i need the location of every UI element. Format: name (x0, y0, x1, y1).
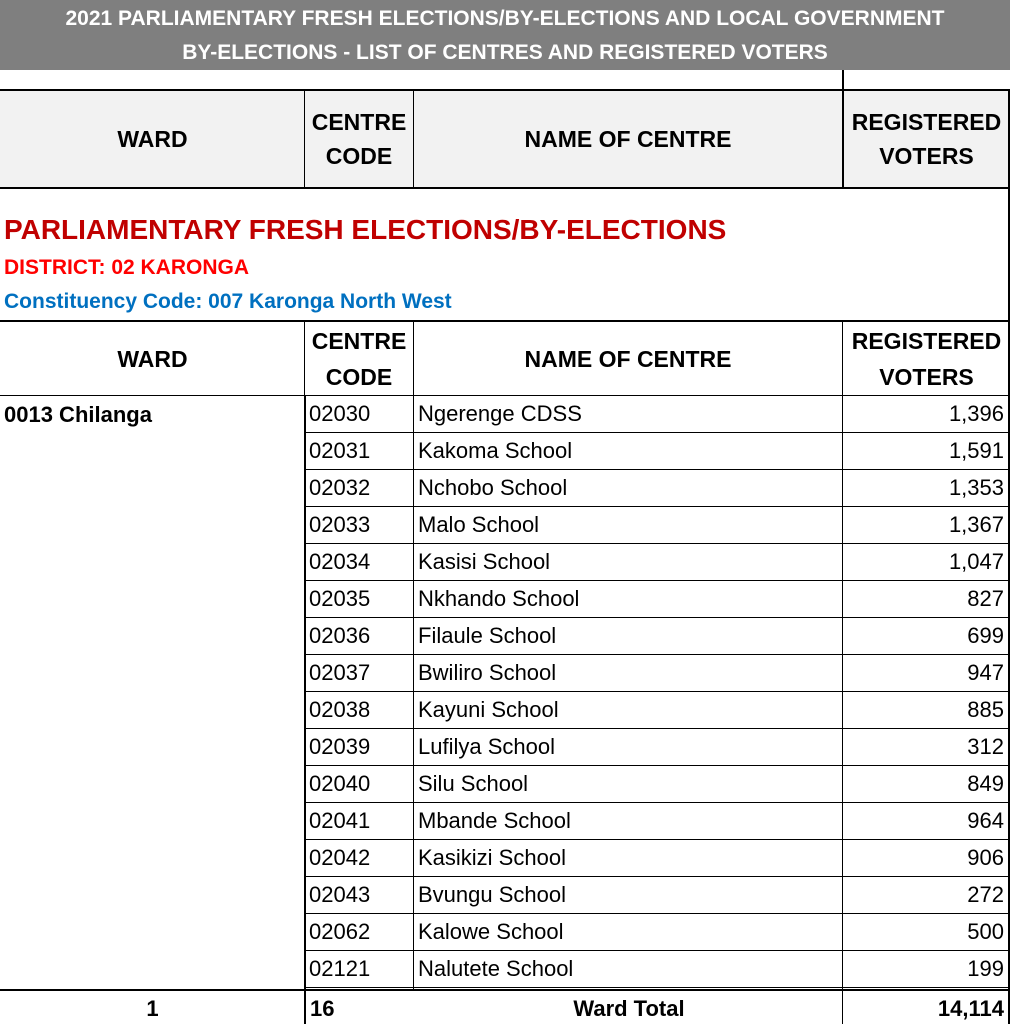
centre-voters: 500 (967, 919, 1004, 944)
centre-code: 02036 (309, 623, 371, 648)
table-row (305, 877, 1010, 914)
centre-name: Lufilya School (418, 734, 555, 759)
column-header-name (413, 322, 843, 395)
centre-code: 02062 (309, 919, 371, 944)
divider (304, 396, 306, 1024)
table-row (305, 803, 1010, 840)
centre-code: 02035 (309, 586, 371, 611)
column-header-voters-line-1: REGISTERED (851, 327, 1002, 354)
centre-code: 02041 (309, 808, 371, 833)
table-row (305, 766, 1010, 803)
centre-name: Mbande School (418, 808, 571, 833)
column-header-code-line-1: CENTRE (311, 109, 407, 135)
divider (842, 91, 844, 189)
centre-name: Bvungu School (418, 882, 566, 907)
column-header-section (0, 320, 1010, 396)
column-header-voters (843, 91, 1010, 187)
centre-name: Kasisi School (418, 549, 551, 574)
divider (842, 70, 844, 90)
centre-code: 02033 (309, 512, 371, 537)
centre-name: Kasikizi School (418, 845, 566, 870)
column-header-code-line-1: CENTRE (311, 327, 407, 354)
centre-voters: 906 (967, 845, 1004, 870)
centre-voters: 849 (967, 771, 1004, 796)
table-row (305, 914, 1010, 951)
divider (1008, 322, 1010, 396)
column-header-code-line-2: CODE (325, 363, 393, 390)
centre-voters: 885 (967, 697, 1004, 722)
column-header-ward (0, 91, 305, 187)
table-row (305, 729, 1010, 766)
centre-voters: 1,047 (948, 549, 1004, 574)
centre-code: 02121 (309, 956, 371, 981)
divider (413, 91, 414, 189)
table-row (305, 655, 1010, 692)
centre-voters: 1,591 (948, 438, 1004, 463)
centre-name: Kalowe School (418, 919, 564, 944)
centre-name: Kayuni School (418, 697, 559, 722)
report-banner (0, 0, 1010, 70)
divider (1008, 396, 1010, 1024)
column-header-ward (0, 322, 305, 395)
centre-code: 02043 (309, 882, 371, 907)
ward-total-voters: 14,114 (937, 996, 1004, 1021)
table-row (305, 507, 1010, 544)
divider (413, 396, 414, 989)
ward-total-label: Ward Total (573, 996, 685, 1021)
centre-name: Nchobo School (418, 475, 568, 500)
column-header-name-label: NAME OF CENTRE (524, 345, 732, 372)
centre-code: 02040 (309, 771, 371, 796)
column-header-name-label: NAME OF CENTRE (524, 126, 732, 152)
centre-code: 02042 (309, 845, 371, 870)
centre-code: 02032 (309, 475, 371, 500)
column-header-ward-label: WARD (117, 345, 188, 372)
column-header-code-line-2: CODE (325, 143, 393, 169)
centre-name: Malo School (418, 512, 540, 537)
centre-name: Filaule School (418, 623, 557, 648)
divider (842, 396, 843, 1024)
centre-name: Kakoma School (418, 438, 573, 463)
centre-voters: 199 (967, 956, 1004, 981)
centre-name: Nalutete School (418, 956, 574, 981)
centre-voters: 1,367 (948, 512, 1004, 537)
centre-voters: 1,396 (948, 401, 1004, 426)
district-label: DISTRICT: 02 KARONGA (4, 256, 250, 279)
centre-voters: 947 (967, 660, 1004, 685)
centre-voters: 964 (967, 808, 1004, 833)
ward-count: 1 (146, 996, 159, 1021)
report-title-line-2: BY-ELECTIONS - LIST OF CENTRES AND REGISTERED VOTERS (182, 41, 828, 64)
table-row (305, 433, 1010, 470)
constituency-label: Constituency Code: 007 Karonga North West (4, 290, 452, 313)
column-header-ward-label: WARD (117, 126, 188, 152)
column-header-voters-line-2: VOTERS (879, 363, 974, 390)
centre-name: Bwiliro School (418, 660, 557, 685)
centre-code: 02031 (309, 438, 371, 463)
centre-code: 02037 (309, 660, 371, 685)
table-row (305, 692, 1010, 729)
table-row (305, 396, 1010, 433)
section-title: PARLIAMENTARY FRESH ELECTIONS/BY-ELECTIONS (4, 214, 727, 245)
column-header-voters-line-1: REGISTERED (851, 109, 1002, 135)
table-row (305, 840, 1010, 877)
divider (842, 322, 843, 396)
divider (1008, 91, 1010, 189)
centre-list (305, 396, 1010, 988)
centre-count: 16 (310, 996, 335, 1021)
column-header-code (305, 322, 413, 395)
centre-name: Nkhando School (418, 586, 580, 611)
table-row (305, 470, 1010, 507)
centre-name: Silu School (418, 771, 529, 796)
table-row (305, 618, 1010, 655)
ward-total-row (0, 989, 1010, 1024)
centre-voters: 827 (967, 586, 1004, 611)
column-header-code (305, 91, 413, 187)
centre-code: 02034 (309, 549, 371, 574)
centre-voters: 312 (967, 734, 1004, 759)
table-row (305, 544, 1010, 581)
centre-name: Ngerenge CDSS (418, 401, 582, 426)
centre-voters: 699 (967, 623, 1004, 648)
column-header-voters-line-2: VOTERS (879, 143, 974, 169)
column-header-top (0, 89, 1010, 189)
report-title-line-1: 2021 PARLIAMENTARY FRESH ELECTIONS/BY-ELECTIONS AND LOCAL GOVERNMENT (65, 7, 945, 30)
column-header-name (413, 91, 843, 187)
centre-code: 02039 (309, 734, 371, 759)
ward-name: 0013 Chilanga (4, 402, 152, 427)
centre-code: 02030 (309, 401, 371, 426)
section-heading (0, 189, 1010, 321)
column-header-voters (843, 322, 1010, 395)
centre-voters: 1,353 (948, 475, 1004, 500)
table-row (305, 581, 1010, 618)
divider (413, 322, 414, 396)
centre-voters: 272 (967, 882, 1004, 907)
table-row (305, 951, 1010, 988)
divider (304, 91, 305, 189)
centre-code: 02038 (309, 697, 371, 722)
divider (304, 322, 305, 396)
